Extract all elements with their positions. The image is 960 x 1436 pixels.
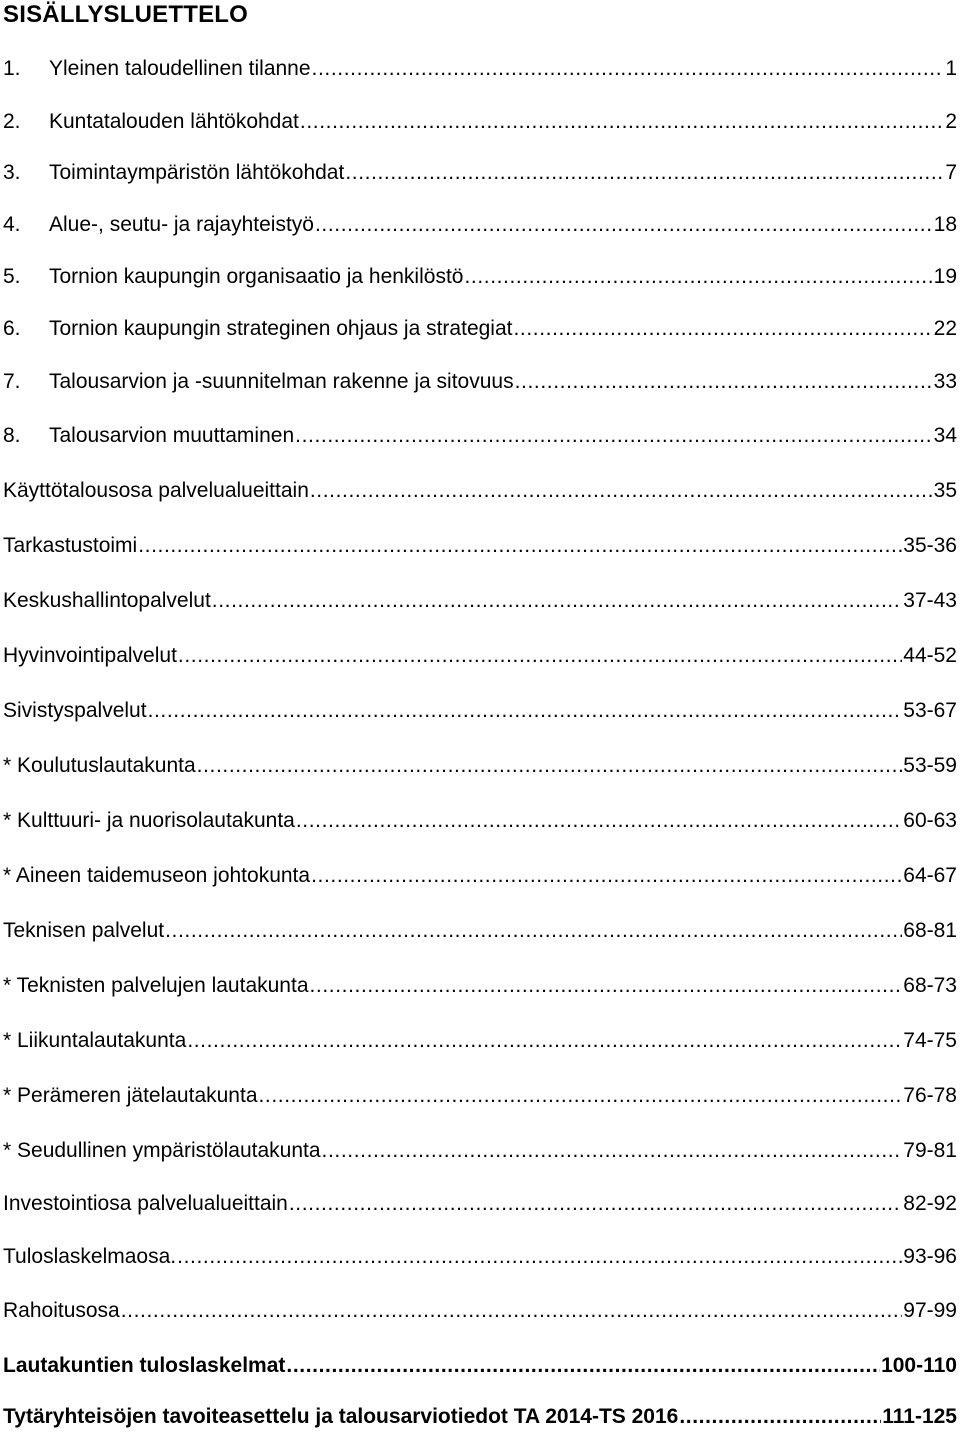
dot-leader xyxy=(310,477,933,505)
toc-entry xyxy=(3,1243,957,1271)
entry-page: 97-99 xyxy=(903,1299,957,1322)
toc-entry xyxy=(3,807,957,835)
entry-page: 33 xyxy=(933,370,957,393)
entry-page: 79-81 xyxy=(903,1139,957,1162)
dot-leader xyxy=(177,1243,902,1271)
toc-entry xyxy=(3,159,957,187)
toc-entry xyxy=(3,55,957,83)
dot-leader xyxy=(178,642,902,670)
entry-page: 22 xyxy=(933,317,957,340)
dot-leader xyxy=(300,108,944,136)
toc-entry xyxy=(3,1137,957,1165)
entry-page: 19 xyxy=(933,265,957,288)
toc-title: SISÄLLYSLUETTELO xyxy=(3,1,249,28)
entry-number: 8. xyxy=(3,424,21,447)
toc-entry xyxy=(3,1027,957,1055)
toc-entry xyxy=(3,587,957,615)
entry-label: * Kulttuuri- ja nuorisolautakunta xyxy=(3,809,295,832)
entry-page: 53-67 xyxy=(903,699,957,722)
entry-label: Tornion kaupungin strateginen ohjaus ja strategiat xyxy=(49,317,513,340)
dot-leader xyxy=(464,263,932,291)
entry-label: Lautakuntien tuloslaskelmat xyxy=(3,1354,286,1377)
entry-number: 6. xyxy=(3,317,21,340)
toc-entry xyxy=(3,108,957,136)
entry-page: 18 xyxy=(933,213,957,236)
entry-label: * Aineen taidemuseon johtokunta xyxy=(3,864,311,887)
dot-leader xyxy=(315,211,933,239)
entry-page: 68-81 xyxy=(903,919,957,942)
entry-label: * Liikuntalautakunta xyxy=(3,1029,187,1052)
dot-leader xyxy=(289,1190,902,1218)
dot-leader xyxy=(259,1082,903,1110)
entry-label: Tornion kaupungin organisaatio ja henkilöstö xyxy=(49,265,464,288)
entry-page: 111-125 xyxy=(882,1405,957,1428)
toc-entry xyxy=(3,1190,957,1218)
entry-page: 60-63 xyxy=(903,809,957,832)
toc-entry xyxy=(3,642,957,670)
toc-entry xyxy=(3,1403,957,1431)
entry-page: 82-92 xyxy=(903,1192,957,1215)
entry-label: Keskushallintopalvelut xyxy=(3,589,211,612)
entry-page: 93-96 xyxy=(903,1245,957,1268)
dot-leader xyxy=(197,752,903,780)
entry-number: 1. xyxy=(3,57,21,80)
dot-leader xyxy=(165,917,902,945)
dot-leader xyxy=(322,1137,903,1165)
toc-entry xyxy=(3,697,957,725)
entry-page: 68-73 xyxy=(903,974,957,997)
entry-number: 4. xyxy=(3,213,21,236)
toc-entry xyxy=(3,211,957,239)
entry-page: 35-36 xyxy=(903,534,957,557)
toc-entry xyxy=(3,752,957,780)
entry-label: Yleinen taloudellinen tilanne xyxy=(49,57,311,80)
toc-entry xyxy=(3,1082,957,1110)
toc-entry xyxy=(3,422,957,450)
entry-label: Investointiosa palvelualueittain xyxy=(3,1192,288,1215)
dot-leader xyxy=(212,587,902,615)
dot-leader xyxy=(310,972,903,1000)
toc-entry xyxy=(3,315,957,343)
entry-page: 35 xyxy=(933,479,957,502)
entry-label: Käyttötalousosa palvelualueittain xyxy=(3,479,309,502)
toc-entry xyxy=(3,532,957,560)
dot-leader xyxy=(286,1352,880,1380)
entry-label: * Perämeren jätelautakunta xyxy=(3,1084,258,1107)
entry-label: Teknisen palvelut xyxy=(3,919,165,942)
dot-leader xyxy=(515,368,933,396)
entry-label: Alue-, seutu- ja rajayhteistyö xyxy=(49,213,314,236)
entry-number: 2. xyxy=(3,110,21,133)
entry-page: 1 xyxy=(945,57,957,80)
dot-leader xyxy=(345,159,944,187)
entry-number: 3. xyxy=(3,161,21,184)
entry-label: Sivistyspalvelut xyxy=(3,699,147,722)
entry-label: Kuntatalouden lähtökohdat xyxy=(49,110,299,133)
dot-leader xyxy=(148,697,903,725)
entry-page: 34 xyxy=(933,424,957,447)
dot-leader xyxy=(138,532,902,560)
entry-label: * Koulutuslautakunta xyxy=(3,754,196,777)
toc-entry xyxy=(3,1297,957,1325)
toc-entry xyxy=(3,972,957,1000)
entry-label: Tuloslaskelmaosa. xyxy=(3,1245,177,1268)
toc-entry xyxy=(3,477,957,505)
dot-leader xyxy=(295,422,933,450)
entry-page: 7 xyxy=(945,161,957,184)
dot-leader xyxy=(311,862,902,890)
entry-page: 53-59 xyxy=(903,754,957,777)
dot-leader xyxy=(187,1027,902,1055)
dot-leader xyxy=(296,807,902,835)
dot-leader xyxy=(121,1297,903,1325)
entry-label: Tytäryhteisöjen tavoiteasettelu ja talousarviotiedot TA 2014-TS 2016 xyxy=(3,1405,679,1428)
entry-page: 37-43 xyxy=(903,589,957,612)
toc-entry xyxy=(3,1352,957,1380)
entry-number: 7. xyxy=(3,370,21,393)
entry-page: 44-52 xyxy=(903,644,957,667)
entry-page: 2 xyxy=(945,110,957,133)
entry-page: 64-67 xyxy=(903,864,957,887)
toc-entry xyxy=(3,263,957,291)
toc-entry xyxy=(3,917,957,945)
dot-leader xyxy=(679,1403,881,1431)
entry-label: * Teknisten palvelujen lautakunta xyxy=(3,974,309,997)
entry-label: Hyvinvointipalvelut xyxy=(3,644,177,667)
dot-leader xyxy=(312,55,945,83)
entry-label: Talousarvion ja -suunnitelman rakenne ja sitovuus xyxy=(49,370,514,393)
entry-page: 100-110 xyxy=(881,1354,957,1377)
toc-entry xyxy=(3,368,957,396)
entry-page: 76-78 xyxy=(903,1084,957,1107)
toc-entry xyxy=(3,862,957,890)
entry-label: Tarkastustoimi xyxy=(3,534,138,557)
entry-label: Rahoitusosa xyxy=(3,1299,120,1322)
entry-label: Talousarvion muuttaminen xyxy=(49,424,295,447)
entry-number: 5. xyxy=(3,265,21,288)
dot-leader xyxy=(513,315,932,343)
entry-label: * Seudullinen ympäristölautakunta xyxy=(3,1139,321,1162)
entry-label: Toimintaympäristön lähtökohdat xyxy=(49,161,345,184)
entry-page: 74-75 xyxy=(903,1029,957,1052)
